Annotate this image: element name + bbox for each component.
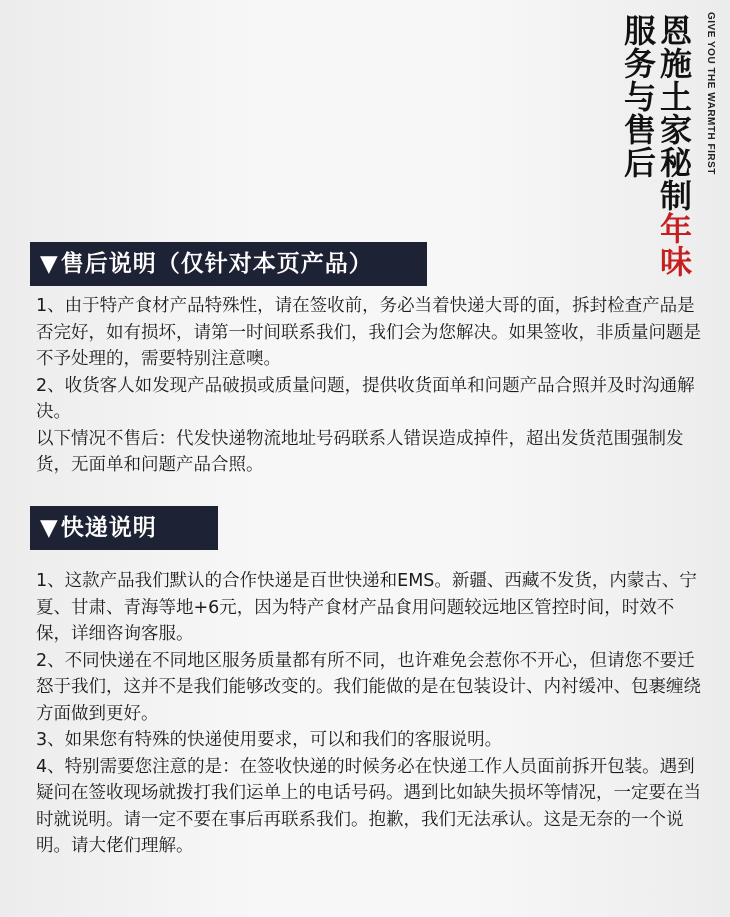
shipping-heading — [30, 506, 218, 550]
triangle-down-icon: ▼ — [40, 515, 59, 541]
english-tagline: GIVE YOU THE WARMTH FIRST — [705, 12, 716, 175]
title-line-1-accent: 年味 — [655, 212, 693, 278]
shipping-paragraph: 2、不同快递在不同地区服务质量都有所不同，也许难免会惹你不开心，但请您不要迁怒于我们，这并不是我们能够改变的。我们能做的是在包装设计、内衬缓冲、包裹缠绕方面做到更好。 — [36, 650, 701, 724]
after-sales-paragraph: 2、收货客人如发现产品破损或质量问题，提供收货面单和问题产品合照并及时沟通解决。 — [36, 375, 695, 422]
shipping-paragraph: 3、如果您有特殊的快递使用要求，可以和我们的客服说明。 — [36, 730, 503, 750]
after-sales-paragraph: 1、由于特产食材产品特殊性，请在签收前，务必当着快递大哥的面，拆封检查产品是否完好，如有损坏，请第一时间联系我们，我们会为您解决。如果签收，非质量问题是不予处理的，需要特别注意噢。 — [36, 296, 701, 369]
after-sales-heading-text: 售后说明（仅针对本页产品） — [60, 251, 373, 277]
title-line-1-main: 恩施土家秘制 — [655, 14, 693, 212]
shipping-paragraph: 1、这款产品我们默认的合作快递是百世快递和EMS。新疆、西藏不发货，内蒙古、宁夏、甘肃、青海等地+6元，因为特产食材产品食用问题较远地区管控时间，时效不保，详细咨询客服。 — [36, 571, 697, 644]
title-line-2: 服务与售后 — [619, 14, 657, 179]
triangle-down-icon: ▼ — [40, 251, 59, 277]
shipping-body — [36, 568, 704, 860]
after-sales-paragraph: 以下情况不售后：代发快递物流地址号码联系人错误造成掉件，超出发货范围强制发货，无面单和问题产品合照。 — [36, 428, 684, 475]
after-sales-heading — [30, 242, 427, 286]
after-sales-body — [36, 293, 704, 479]
shipping-heading-text: 快递说明 — [60, 515, 157, 541]
title-line-1 — [656, 14, 692, 278]
shipping-paragraph: 4、特别需要您注意的是：在签收快递的时候务必在快递工作人员面前拆开包装。遇到疑问在签收现场就拨打我们运单上的电话号码。遇到比如缺失损坏等情况，一定要在当时就说明。请一定不要在事后再联系我们。抱歉，我们无法承认。这是无奈的一个说明。请大佬们理解。 — [36, 756, 701, 856]
